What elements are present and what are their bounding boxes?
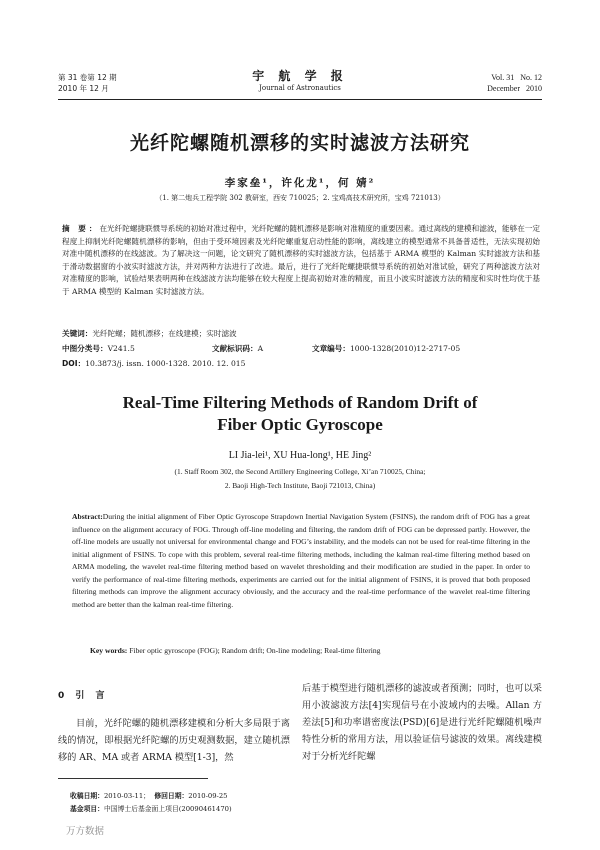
received-date: 2010-03-11； [103,792,150,800]
authors-en: LI Jia-lei¹, XU Hua-long¹, HE Jing² [228,450,372,461]
abstract-en-text: During the initial alignment of Fiber Optic Gyroscope Strapdown Inertial Navigation System (FSINS), the random drift of FOG has a great influence on the alignment accuracy of FOG. Through off-line modeling and filtering, the random drift of FOG can be depressed partly. However, the off-line models are usually not universal for environmental change and FOG’s instability, and the models can not be used for real-time filtering in the initial alignment of FSINS. To cope with this problem, several real-time filtering methods, including the kalman real-time filtering method based on ARMA modeling, the wavelet real-time filtering method based on wavelet thresholding and their modification are studied in the paper. In order to verify the performance of real-time filtering methods, experiments are carried out for the initial alignment of FSINS, it is proved that both proposed filtering methods can improve the alignment accuracy obviously, and the accuracy and the real-time performance of the wavelet real-time filtering method are better than the kalman real-time filtering. [72,512,530,609]
journal-header [58,69,542,98]
header-divider [58,99,542,100]
paper-title-zh: 光纤陀螺随机漂移的实时滤波方法研究 [129,132,470,154]
authors-zh: 李家垒¹，许化龙¹，何 婧² [224,177,376,189]
keywords-zh-label: 关键词： [62,329,93,338]
article-no-value: 1000-1328(2010)12-2717-05 [349,344,461,353]
paper-title-en [0,392,600,436]
keywords-en [90,646,530,655]
body-column-left: 目前，光纤陀螺的随机漂移建模和分析大多局限于离线的情况，即根据光纤陀螺的历史观测数据，建立随机漂移的 AR、MA 或者 ARMA 模型[1-3]，然 [58,718,290,763]
affiliation-en-1: (1. Staff Room 302, the Second Artillery Engineering College, Xi’an 710025, China; [174,467,426,476]
abstract-zh-text: 在光纤陀螺捷联惯导系统的初始对准过程中，光纤陀螺的随机漂移是影响对准精度的重要因素。通过离线的建模和滤波，能够在一定程度上抑制光纤陀螺随机漂移的影响，但由于受环境因素及光纤陀螺重复启动性能的影响，离线建立的模型通常不具备普适性，无法实现初始对准中随机漂移的在线滤波。为了解决这一问题，论文研究了随机漂移的实时滤波方法，包括基于 ARMA 模型的 Kalman 实时滤波方法和基于滑动数据窗的小波实时滤波方法，并对两种方法进行了改进。最后，进行了光纤陀螺捷联惯导系统的初始对准试验，研究了两种滤波方法对对准精度的影响，试验结果表明两种在线滤波方法均能够在较大程度上提高初始对准的精度，而且小波实时滤波方法的精度和实时性均优于基于 ARMA 模型的 Kalman 实时滤波方法。 [62,224,540,296]
doc-code-value: A [257,344,264,353]
header-center [58,69,542,93]
fund-label: 基金项目： [70,805,104,813]
keywords-en-text: Fiber optic gyroscope (FOG); Random drift; On-line modeling; Real-time filtering [129,646,381,655]
abstract-en [72,511,530,611]
abstract-en-label: Abstract: [72,512,103,521]
year-en: 2010 [526,84,542,93]
article-no-label: 文章编号： [312,344,350,353]
revised-date: 2010-09-25 [188,792,228,800]
keywords-zh-text: 光纤陀螺；随机漂移；在线建模；实时滤波 [92,329,237,338]
affiliation-zh: （1. 第二炮兵工程学院 302 教研室，西安 710025；2. 宝鸡高技术研究所，宝鸡 721013） [155,194,445,202]
title-en-line2: Fiber Optic Gyroscope [217,415,383,434]
journal-name-zh: 宇 航 学 报 [252,69,348,83]
body-column-right: 后基于模型进行随机漂移的滤波或者预测；同时，也可以采用小波滤波方法[4]实现信号在小波域内的去噪。Allan 方差法[5]和功率谱密度法(PSD)[6]是进行光纤陀螺随机噪声特性分析的常用方法，用以验证信号滤波的效果。离线建模对于分析光纤陀螺 [302,683,542,762]
doc-code-label: 文献标识码： [212,344,258,353]
footnote-dates [70,791,228,801]
doi-label: DOI： [62,359,86,368]
month-en: December [487,84,520,93]
title-en-line1: Real-Time Filtering Methods of Random Drift of [122,393,478,412]
footnote-fund [70,804,232,814]
volume-en: Vol. 31 [491,73,515,82]
date-zh: 2010 年 12 月 [58,84,109,93]
keywords-en-label: Key words: [90,646,128,655]
clc-value: V241.5 [107,344,135,353]
clc-label: 中图分类号： [62,344,108,353]
issue-en: No. 12 [520,73,542,82]
abstract-zh-label: 摘 要： [62,224,100,233]
affiliation-en-2: 2. Baoji High-Tech Institute, Baoji 721013, China) [224,481,376,490]
doi-value[interactable]: 10.3873/j. issn. 1000-1328. 2010. 12. 015 [85,359,246,368]
classification-line [62,343,540,355]
revised-label: 修回日期： [154,792,189,800]
abstract-zh [62,223,540,299]
received-label: 收稿日期： [70,792,104,800]
doi-line [62,358,245,370]
footnote-divider [58,778,208,779]
keywords-zh [62,328,237,340]
header-right [487,72,542,94]
section-heading-introduction: 0 引 言 [58,691,109,701]
watermark: 万方数据 [66,826,105,837]
fund-text: 中国博士后基金面上项目(20090461470) [103,805,232,813]
volume-issue-zh: 第 31 卷第 12 期 [58,73,117,82]
journal-name-en: Journal of Astronautics [259,84,341,92]
